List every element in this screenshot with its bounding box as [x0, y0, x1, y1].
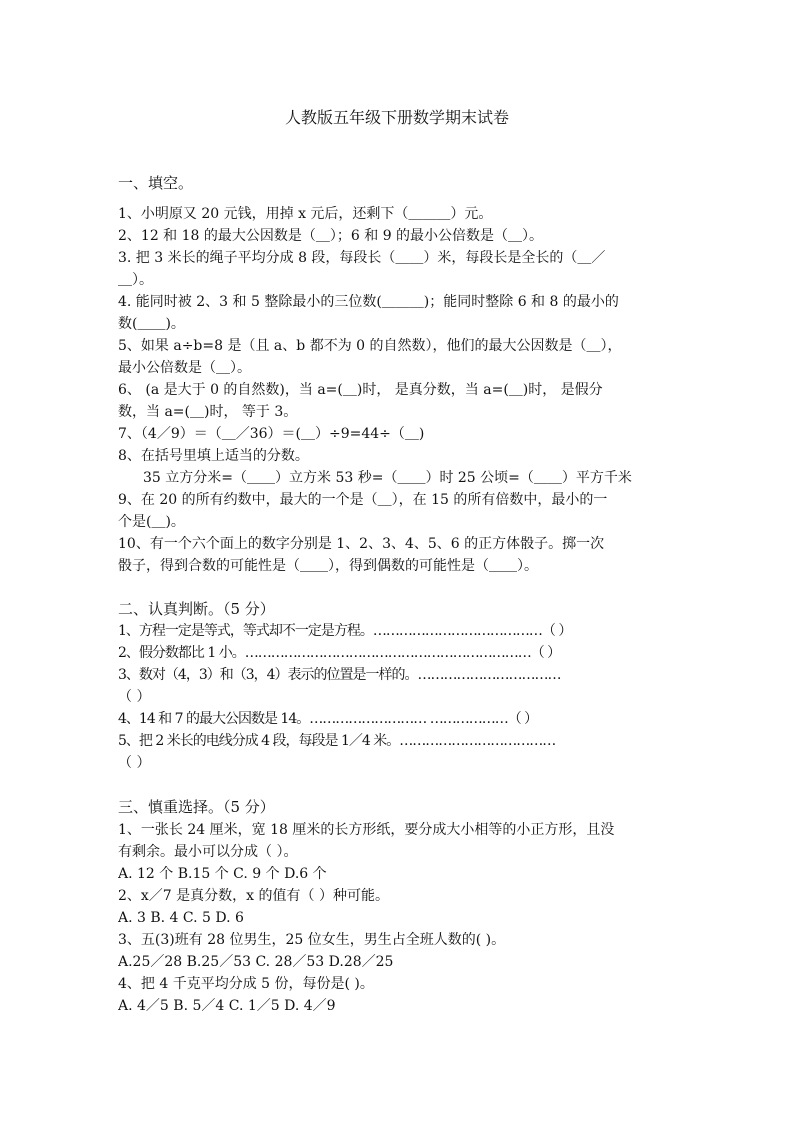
question-line: 35 立方分米=（＿＿）立方米 53 秒=（＿＿）时 25 公顷=（＿＿）平方千米: [143, 470, 632, 486]
question-line: 个是(＿)。: [118, 514, 185, 530]
question-line: 7、（4／9）＝（＿／36）＝(＿）÷9=44÷（＿): [118, 426, 425, 442]
answer-bracket: （ ）: [118, 689, 151, 705]
answer-bracket: （ ）: [118, 755, 151, 771]
question-line: 6、 (a 是大于 0 的自然数)，当 a=(＿)时， 是真分数，当 a=(＿)时， 是假分: [118, 382, 603, 398]
choice-options: A.25／28 B.25／53 C. 28／53 D.28／25: [118, 954, 394, 970]
question-line: 4. 能同时被 2、3 和 5 整除最小的三位数(＿＿＿)；能同时整除 6 和 8 的最小的: [118, 294, 619, 310]
choice-options: A. 12 个 B.15 个 C. 9 个 D.6 个: [118, 866, 327, 882]
question-line: 9、在 20 的所有约数中，最大的一个是（＿），在 15 的所有倍数中，最小的一: [118, 492, 608, 508]
question-line: 2、12 和 18 的最大公因数是（＿）；6 和 9 的最小公倍数是（＿）。: [118, 228, 544, 244]
question-line: 2、x／7 是真分数，x 的值有（ ）种可能。: [118, 888, 389, 904]
question-line: 2、假分数都比 1 小。…………………………………………………………（ ）: [118, 645, 561, 661]
section-heading-judge: 二、认真判断。（5 分）: [118, 600, 275, 618]
question-line: 最小公倍数是（＿）。: [118, 360, 251, 376]
question-line: 5、把 2 米长的电线分成 4 段，每段是 1／4 米。………………………………: [118, 733, 556, 749]
question-line: 3. 把 3 米长的绳子平均分成 8 段，每段长（＿＿）米，每段长是全长的（＿／: [118, 250, 606, 266]
page-title: 人教版五年级下册数学期末试卷: [284, 108, 509, 127]
question-line: 4、14 和 7 的最大公因数是 14。……………………… ………………（ ）: [118, 711, 538, 727]
question-line: ＿）。: [118, 272, 153, 288]
question-line: 骰子，得到合数的可能性是（＿＿），得到偶数的可能性是（＿＿）。: [118, 558, 538, 574]
question-line: 有剩余。最小可以分成（ ）。: [118, 844, 298, 860]
question-line: 数，当 a=(＿)时， 等于 3。: [118, 404, 298, 420]
choice-options: A. 3 B. 4 C. 5 D. 6: [118, 910, 244, 926]
question-line: 8、在括号里填上适当的分数。: [118, 448, 309, 464]
question-line: 1、一张长 24 厘米，宽 18 厘米的长方形纸，要分成大小相等的小正方形，且没: [118, 822, 615, 838]
choice-options: A. 4／5 B. 5／4 C. 1／5 D. 4／9: [118, 998, 336, 1014]
question-line: 5、如果 a÷b=8 是（且 a、b 都不为 0 的自然数），他们的最大公因数是（＿），: [118, 338, 622, 354]
question-line: 1、方程一定是等式，等式却不一定是方程。…………………………………（ ）: [118, 623, 572, 639]
question-line: 10、有一个六个面上的数字分别是 1、2、3、4、5、6 的正方体骰子。掷一次: [118, 536, 605, 552]
question-line: 数(＿＿)。: [118, 316, 185, 332]
section-heading-fill: 一、填空。: [118, 174, 194, 192]
question-line: 1、小明原又 20 元钱，用掉 x 元后，还剩下（＿＿＿）元。: [118, 206, 493, 222]
question-line: 4、把 4 千克平均分成 5 份，每份是( )。: [118, 976, 374, 992]
question-line: 3、五(3)班有 28 位男生，25 位女生，男生占全班人数的( )。: [118, 932, 506, 948]
question-line: 3、数对（4，3）和（3，4）表示的位置是一样的。……………………………: [118, 667, 561, 683]
section-heading-choose: 三、慎重选择。（5 分）: [118, 798, 275, 816]
